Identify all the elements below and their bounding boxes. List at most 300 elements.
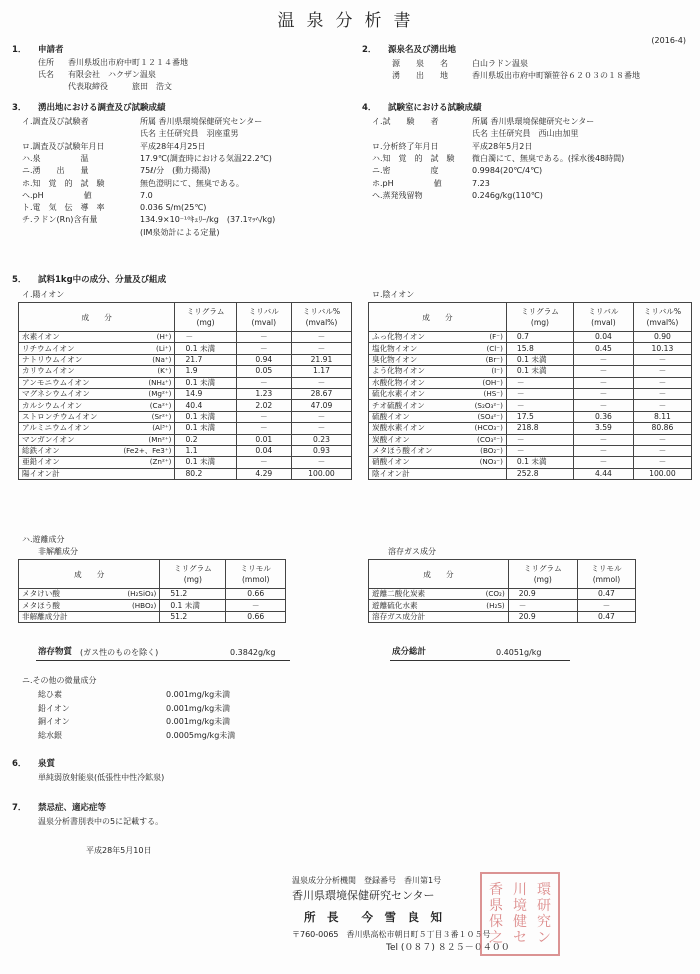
table-row [19, 354, 352, 365]
issuer-address: 〒760-0065 香川県高松市朝日町５丁目３番１０５号 [292, 930, 491, 939]
table-cell: 8.11 [633, 411, 691, 422]
table-cell: (Zn²⁺) [111, 457, 175, 468]
table-row [19, 411, 352, 422]
table-cell: (F⁻) [451, 332, 506, 343]
undissociated-heading: 非解離成分 [38, 547, 78, 556]
kv-value: 氏名 主任研究員 西山由加里 [472, 129, 579, 139]
s1-row: 代表取締役 旅田 浩文 [68, 82, 172, 91]
page-title: 温泉分析書 [277, 11, 423, 31]
table-cell: よう化物イオン [369, 366, 452, 377]
table-cell: 0.7 [506, 332, 573, 343]
table-cell: 陽イオン計 [19, 468, 112, 479]
table-row [369, 366, 692, 377]
table-cell: － [236, 377, 291, 388]
table-cell: (Sr²⁺) [111, 411, 175, 422]
table-cell: － [236, 423, 291, 434]
s4-number: 4． [362, 103, 377, 113]
table-cell: 0.1 未満 [160, 600, 226, 611]
table-row [19, 377, 352, 388]
table-cell: － [506, 445, 573, 456]
s7-heading: 禁忌症、適応症等 [38, 803, 107, 813]
table-cell: 17.5 [506, 411, 573, 422]
kv-key: ホ.知 覚 的 試 験 [22, 178, 105, 188]
table-cell: － [506, 400, 573, 411]
official-seal: 香 川 環 県 境 研 保 健 究 之 セ ン [480, 872, 560, 956]
trace-value: 0.0005mg/kg未満 [166, 730, 236, 740]
table-cell: 硫化水素イオン [369, 388, 452, 399]
table-row [369, 377, 692, 388]
spring-quality: 単純弱放射能泉(低張性中性冷鉱泉) [38, 773, 165, 782]
table-cell: 水素イオン [19, 332, 112, 343]
column-header: ミリバル% (mval%) [633, 303, 691, 332]
trace-value: 0.001mg/kg未満 [166, 690, 231, 699]
s1-row: 氏名 有限会社 ハクザン温泉 [38, 70, 156, 79]
s4-heading: 試験室における試験成績 [388, 103, 482, 113]
table-row [19, 343, 352, 354]
kv-value: 7.0 [140, 190, 153, 200]
kv-row [372, 191, 543, 200]
kv-key: ロ.分析終了年月日 [372, 141, 439, 151]
table-cell [451, 468, 506, 479]
table-cell: － [236, 411, 291, 422]
table-cell: 0.93 [291, 445, 351, 456]
kv-key: イ.試 験 者 [372, 117, 439, 126]
table-cell: － [236, 343, 291, 354]
table-cell: － [508, 600, 577, 611]
column-header: ミリグラム (mg) [160, 560, 226, 589]
s1-number: 1． [12, 45, 27, 55]
kv-value: 0.9984(20℃/4℃) [472, 166, 543, 176]
column-header: ミリバル (mval) [236, 303, 291, 332]
table-cell: － [291, 411, 351, 422]
table-cell: 21.91 [291, 354, 351, 365]
table-cell: マグネシウムイオン [19, 388, 112, 399]
issuer-organization: 香川県環境保健研究センター [292, 889, 435, 902]
table-cell [111, 468, 175, 479]
kv-row [372, 179, 490, 188]
dissolved-note: (ガス性のものを除く) [80, 648, 159, 657]
table-cell: － [633, 457, 691, 468]
trace-value: 0.001mg/kg未満 [166, 703, 231, 713]
trace-heading: ニ.その他の微量成分 [22, 676, 97, 685]
trace-name: 鉛イオン [38, 703, 70, 713]
kv-row [372, 154, 624, 163]
table-cell: － [291, 457, 351, 468]
free-components-heading: ハ.遊離成分 [22, 535, 65, 544]
table-row [369, 457, 692, 468]
total-label: 成分総計 [392, 647, 427, 657]
indications-text: 温泉分析書別表中の5に記載する。 [38, 817, 164, 826]
table-cell: ストロンチウムイオン [19, 411, 112, 422]
table-cell: (Na⁺) [111, 354, 175, 365]
table-cell: ふっ化物イオン [369, 332, 452, 343]
column-header: 成 分 [369, 303, 507, 332]
table-cell: 溶存ガス成分計 [369, 611, 454, 622]
table-cell: (BO₂⁻) [451, 445, 506, 456]
table-row [19, 434, 352, 445]
kv-value: 0.246g/kg(110℃) [472, 190, 543, 200]
table-cell: 1.1 [175, 445, 236, 456]
table-cell: 20.9 [508, 611, 577, 622]
table-row [19, 457, 352, 468]
table-row [369, 434, 692, 445]
table-cell: － [506, 377, 573, 388]
table-cell: － [573, 354, 633, 365]
table-row [369, 354, 692, 365]
s2-number: 2． [362, 45, 377, 55]
table-cell: － [577, 600, 635, 611]
table-cell: 亜鉛イオン [19, 457, 112, 468]
table-cell: 1.9 [175, 366, 236, 377]
table-cell: 252.8 [506, 468, 573, 479]
column-header: 成 分 [19, 560, 160, 589]
kv-value: 氏名 主任研究員 羽座重男 [140, 129, 239, 139]
table-cell: 0.47 [577, 611, 635, 622]
kv-key: ニ.密 度 [372, 166, 439, 176]
kv-key: イ.調査及び試験者 [22, 117, 89, 126]
table-cell: － [506, 388, 573, 399]
kv-key: ハ.泉 温 [22, 153, 89, 163]
trace-name: 銅イオン [38, 717, 70, 726]
table-cell: 15.8 [506, 343, 573, 354]
kv-row [22, 179, 244, 188]
table-row [369, 343, 692, 354]
table-cell: 0.66 [226, 589, 286, 600]
table-cell: (K⁺) [111, 366, 175, 377]
table-cell: 51.2 [160, 611, 226, 622]
table-row [369, 411, 692, 422]
s1-row: 住所 香川県坂出市府中町１２１４番地 [38, 58, 188, 67]
table-cell: － [573, 366, 633, 377]
kv-value: 微白濁にて、無臭である。(採水後48時間) [472, 153, 625, 163]
column-header: 成 分 [19, 303, 175, 332]
kv-value: 平成28年5月2日 [472, 141, 533, 151]
kv-row [22, 215, 275, 224]
kv-key: ホ.pH 値 [372, 178, 442, 188]
table-cell: 遊離二酸化炭素 [369, 589, 454, 600]
table-row [19, 388, 352, 399]
table-cell: (S₂O₃²⁻) [451, 400, 506, 411]
table-cell: 0.66 [226, 611, 286, 622]
kv-row [22, 203, 206, 212]
column-header: ミリグラム (mg) [175, 303, 236, 332]
table-cell: 0.1 未満 [175, 423, 236, 434]
table-cell: チオ硫酸イオン [369, 400, 452, 411]
kv-value: 17.9℃(調査時における気温22.2℃) [140, 153, 272, 163]
column-header: 成 分 [369, 560, 509, 589]
kv-row [372, 129, 579, 138]
table-cell: リチウムイオン [19, 343, 112, 354]
table-row [369, 388, 692, 399]
table-cell: 218.8 [506, 423, 573, 434]
kv-row [372, 166, 542, 175]
total-underline [390, 660, 570, 661]
table-cell: 4.29 [236, 468, 291, 479]
table-total-row [19, 611, 286, 622]
table-cell: 4.44 [573, 468, 633, 479]
table-row [19, 400, 352, 411]
table-cell: 遊離硫化水素 [369, 600, 454, 611]
kv-key: ヘ.蒸発残留物 [372, 190, 423, 200]
table-cell: － [573, 434, 633, 445]
table-row [19, 600, 286, 611]
table-cell: － [573, 445, 633, 456]
kv-value: 0.036 S/m(25℃) [140, 203, 207, 213]
table-cell: － [633, 377, 691, 388]
table-cell: － [633, 445, 691, 456]
issue-date: 平成28年5月10日 [86, 846, 152, 855]
s3-heading: 湧出地における調査及び試験成績 [38, 103, 166, 113]
table-cell: (HS⁻) [451, 388, 506, 399]
kv-key: ロ.調査及び試験年月日 [22, 141, 105, 151]
table-cell: 炭酸水素イオン [369, 423, 452, 434]
table-cell: 非解離成分計 [19, 611, 94, 622]
table-cell: 水酸化物イオン [369, 377, 452, 388]
table-row [19, 423, 352, 434]
table-cell: (H₂S) [454, 600, 509, 611]
trace-name: 総ひ素 [38, 690, 62, 699]
table-cell: 0.04 [573, 332, 633, 343]
s1-heading: 申請者 [38, 45, 64, 55]
column-header: ミリモル (mmol) [577, 560, 635, 589]
dissolved-underline [36, 660, 290, 661]
table-cell: － [633, 388, 691, 399]
table-cell: (Fe2+、Fe3⁺) [111, 445, 175, 456]
table-cell: 0.1 未満 [506, 366, 573, 377]
kv-row [22, 166, 210, 175]
table-cell: 100.00 [291, 468, 351, 479]
table-cell: 21.7 [175, 354, 236, 365]
kv-key: チ.ラドン(Rn)含有量 [22, 215, 98, 225]
anion-table [368, 302, 692, 480]
kv-value: 所属 香川県環境保健研究センター [472, 117, 595, 126]
table-cell: 0.23 [291, 434, 351, 445]
document-code: (2016-4) [651, 36, 686, 45]
kv-row [22, 129, 239, 138]
table-cell: － [633, 366, 691, 377]
table-cell: 100.00 [633, 468, 691, 479]
s5-heading: 試料1kg中の成分、分量及び組成 [38, 275, 167, 285]
table-cell: (Mn²⁺) [111, 434, 175, 445]
column-header: ミリバル (mval) [573, 303, 633, 332]
table-cell: アンモニウムイオン [19, 377, 112, 388]
table-cell: メタほう酸イオン [369, 445, 452, 456]
table-cell: － [573, 388, 633, 399]
table-cell: ナトリウムイオン [19, 354, 112, 365]
dissolved-gas-heading: 溶存ガス成分 [388, 547, 436, 556]
kv-row [372, 142, 532, 151]
table-cell: 40.4 [175, 400, 236, 411]
s3-number: 3． [12, 103, 27, 113]
column-header: ミリグラム (mg) [508, 560, 577, 589]
kv-row [22, 191, 153, 200]
table-cell: － [633, 354, 691, 365]
table-cell: － [236, 457, 291, 468]
table-cell: 0.47 [577, 589, 635, 600]
kv-key: ト.電 気 伝 導 率 [22, 203, 105, 213]
issuer-chief: 所 長 今 雪 良 知 [304, 910, 442, 924]
dissolved-value: 0.3842g/kg [230, 648, 276, 657]
s6-heading: 泉質 [38, 759, 56, 769]
table-cell: (NH₄⁺) [111, 377, 175, 388]
kv-row [22, 154, 272, 163]
table-row [369, 332, 692, 343]
table-row [369, 589, 636, 600]
anion-heading: ロ.陰イオン [372, 290, 415, 299]
table-cell: (OH⁻) [451, 377, 506, 388]
table-cell: 臭化物イオン [369, 354, 452, 365]
table-cell: 0.01 [236, 434, 291, 445]
table-cell: － [506, 434, 573, 445]
table-cell: 2.02 [236, 400, 291, 411]
table-cell: (I⁻) [451, 366, 506, 377]
table-row [369, 400, 692, 411]
kv-key: ハ.知 覚 的 試 験 [372, 153, 455, 163]
table-cell: カルシウムイオン [19, 400, 112, 411]
kv-value: 7.23 [472, 178, 490, 188]
table-cell: アルミニウムイオン [19, 423, 112, 434]
table-cell: 0.1 未満 [175, 411, 236, 422]
table-cell: － [633, 434, 691, 445]
table-cell: 47.09 [291, 400, 351, 411]
table-cell: (CO₂) [454, 589, 509, 600]
table-row [19, 366, 352, 377]
table-cell: － [633, 400, 691, 411]
registration-number: 温泉成分分析機関 登録番号 香川第1号 [292, 876, 442, 885]
table-cell: 28.67 [291, 388, 351, 399]
table-cell: 0.45 [573, 343, 633, 354]
table-cell: － [226, 600, 286, 611]
table-cell: － [573, 377, 633, 388]
table-row [19, 445, 352, 456]
kv-value: 平成28年4月25日 [140, 141, 206, 151]
table-cell: 0.94 [236, 354, 291, 365]
column-header: ミリモル (mmol) [226, 560, 286, 589]
table-cell: 炭酸イオン [369, 434, 452, 445]
table-cell: (H⁺) [111, 332, 175, 343]
table-cell: － [236, 332, 291, 343]
table-cell: (HBO₂) [94, 600, 160, 611]
table-cell: (Cl⁻) [451, 343, 506, 354]
table-cell: (CO₃²⁻) [451, 434, 506, 445]
table-cell: (Ca²⁺) [111, 400, 175, 411]
table-cell: － [291, 377, 351, 388]
table-cell: 硫酸イオン [369, 411, 452, 422]
table-cell: (NO₃⁻) [451, 457, 506, 468]
cation-table [18, 302, 352, 480]
table-total-row [19, 468, 352, 479]
kv-value: 無色澄明にて、無臭である。 [140, 178, 244, 188]
table-row [19, 332, 352, 343]
table-cell: 0.1 未満 [175, 377, 236, 388]
table-cell: 1.23 [236, 388, 291, 399]
table-cell: (Br⁻) [451, 354, 506, 365]
table-cell: 20.9 [508, 589, 577, 600]
table-cell: － [291, 343, 351, 354]
table-cell: マンガンイオン [19, 434, 112, 445]
table-total-row [369, 611, 636, 622]
table-cell [94, 611, 160, 622]
table-cell: － [573, 400, 633, 411]
issuer-tel: Tel (０８７) ８２５－０４００ [386, 943, 510, 953]
table-cell: (Mg²⁺) [111, 388, 175, 399]
s2-heading: 源泉名及び湧出地 [388, 45, 457, 55]
table-cell: 80.2 [175, 468, 236, 479]
kv-key: ヘ.pH 値 [22, 190, 92, 200]
s5-number: 5． [12, 275, 27, 285]
dissolved-label: 溶存物質 [38, 647, 73, 657]
dissolved-gas-table [368, 559, 636, 623]
kv-row [22, 117, 262, 126]
trace-name: 総水銀 [38, 730, 62, 740]
table-row [369, 423, 692, 434]
table-cell: 0.90 [633, 332, 691, 343]
kv-key: ニ.湧 出 量 [22, 166, 89, 176]
cation-heading: イ.陽イオン [22, 290, 65, 299]
table-cell: 51.2 [160, 589, 226, 600]
kv-value: (IM泉効計による定量) [140, 227, 220, 237]
trace-value: 0.001mg/kg未満 [166, 717, 231, 726]
table-cell: 0.1 未満 [175, 457, 236, 468]
s2-row: 源 泉 名 白山ラドン温泉 [392, 59, 528, 68]
table-cell: メタほう酸 [19, 600, 94, 611]
table-cell: (Al³⁺) [111, 423, 175, 434]
table-cell: － [573, 457, 633, 468]
table-row [19, 589, 286, 600]
kv-value: 75ℓ/分 (動力揚湯) [140, 166, 211, 176]
table-cell: 3.59 [573, 423, 633, 434]
table-cell: カリウムイオン [19, 366, 112, 377]
table-cell: － [175, 332, 236, 343]
table-cell: (H₂SiO₃) [94, 589, 160, 600]
table-row [369, 600, 636, 611]
table-cell: 10.13 [633, 343, 691, 354]
column-header: ミリグラム (mg) [506, 303, 573, 332]
table-cell: 0.04 [236, 445, 291, 456]
table-cell: 0.2 [175, 434, 236, 445]
column-header: ミリバル% (mval%) [291, 303, 351, 332]
table-cell: 総鉄イオン [19, 445, 112, 456]
table-cell: 1.17 [291, 366, 351, 377]
s7-number: 7． [12, 803, 27, 813]
table-cell: 14.9 [175, 388, 236, 399]
table-cell: 硝酸イオン [369, 457, 452, 468]
table-cell: 0.1 未満 [175, 343, 236, 354]
table-cell: 80.86 [633, 423, 691, 434]
table-cell: 0.05 [236, 366, 291, 377]
table-cell: (Li⁺) [111, 343, 175, 354]
kv-row [372, 117, 594, 126]
table-cell: メタけい酸 [19, 589, 94, 600]
kv-row [22, 142, 205, 151]
kv-value: 134.9×10⁻¹⁰ｷｭﾘｰ/kg (37.1ﾏｯﾍ/kg) [140, 215, 276, 225]
table-cell: 塩化物イオン [369, 343, 452, 354]
table-cell: 0.1 未満 [506, 457, 573, 468]
table-row [369, 445, 692, 456]
table-cell: (HCO₃⁻) [451, 423, 506, 434]
table-cell: 0.1 未満 [506, 354, 573, 365]
table-cell: － [291, 423, 351, 434]
table-cell: (SO₄²⁻) [451, 411, 506, 422]
undissociated-table [18, 559, 286, 623]
table-cell: 0.36 [573, 411, 633, 422]
table-cell: 陰イオン計 [369, 468, 452, 479]
table-total-row [369, 468, 692, 479]
s2-row: 湧 出 地 香川県坂出市府中町額笹谷６２０３の１８番地 [392, 71, 640, 80]
table-cell: － [291, 332, 351, 343]
table-cell [454, 611, 509, 622]
kv-value: 所属 香川県環境保健研究センター [140, 117, 263, 126]
